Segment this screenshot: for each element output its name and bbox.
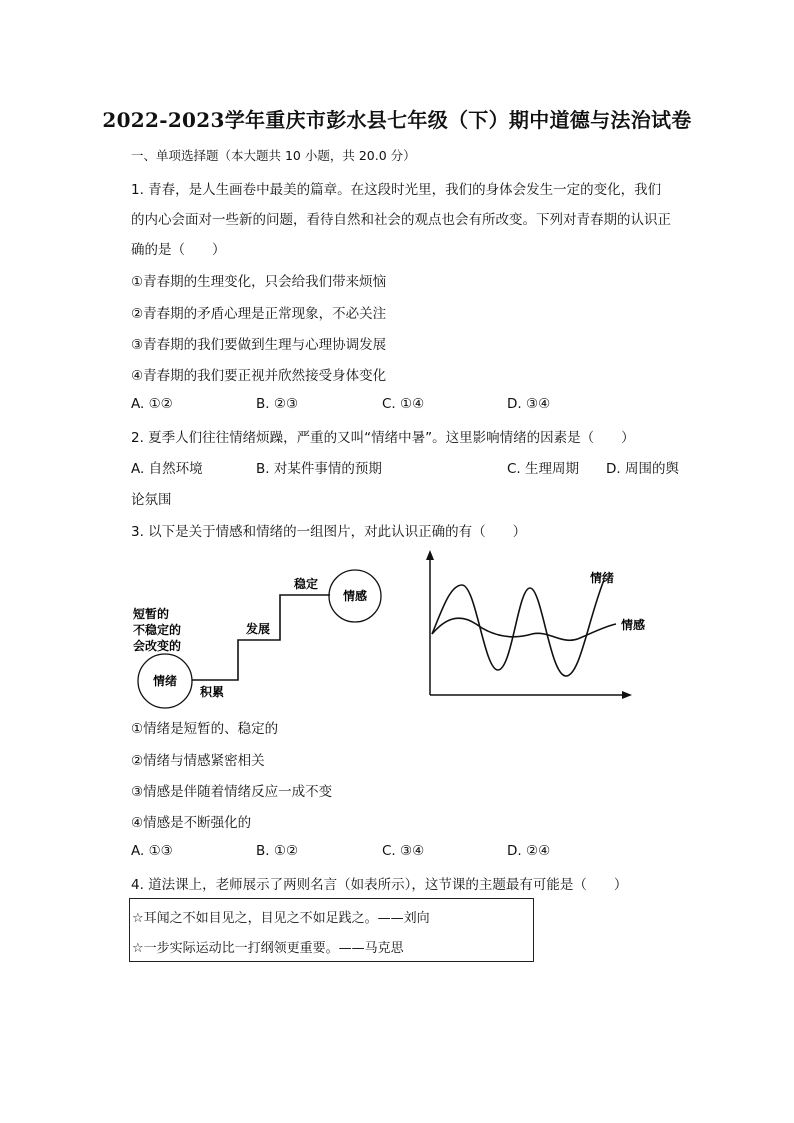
q3-option-c[interactable]: C. ③④ xyxy=(382,843,425,859)
q2-option-d[interactable]: D. 周围的舆 xyxy=(606,461,679,477)
step-stable-label: 稳定 xyxy=(294,577,319,591)
q2-stem: 2. 夏季人们往往情绪烦躁，严重的又叫“情绪中暑”。这里影响情绪的因素是（ ） xyxy=(131,430,635,446)
label-short: 短暂的 xyxy=(133,607,170,621)
staircase-line xyxy=(192,595,330,680)
q1-option-d[interactable]: D. ③④ xyxy=(507,396,551,412)
emotion-curve-label: 情绪 xyxy=(590,571,615,585)
q3-diagram xyxy=(128,560,398,710)
q3-statement-1: ①情绪是短暂的、稳定的 xyxy=(131,721,279,737)
q2-option-a[interactable]: A. 自然环境 xyxy=(131,461,203,477)
q1-option-c[interactable]: C. ①④ xyxy=(382,396,425,412)
emotion-circle-label: 情绪 xyxy=(152,674,178,688)
q3-option-b[interactable]: B. ①② xyxy=(256,843,299,859)
q3-statement-2: ②情绪与情感紧密相关 xyxy=(131,753,265,769)
q3-stem: 3. 以下是关于情感和情绪的一组图片，对此认识正确的有（ ） xyxy=(131,524,527,540)
feeling-curve-label: 情感 xyxy=(621,618,646,632)
q1-statement-3: ③青春期的我们要做到生理与心理协调发展 xyxy=(131,337,387,353)
exam-title: 2022-2023学年重庆市彭水县七年级（下）期中道德与法治试卷 xyxy=(102,108,692,132)
q1-option-b[interactable]: B. ②③ xyxy=(256,396,299,412)
q1-statement-2: ②青春期的矛盾心理是正常现象，不必关注 xyxy=(131,306,387,322)
q2-option-d-wrap: 论氛围 xyxy=(131,492,172,508)
step-accumulate-label: 积累 xyxy=(200,685,225,699)
label-unstable: 不稳定的 xyxy=(133,623,182,637)
q1-stem-line-3: 确的是（ ） xyxy=(131,242,226,258)
q2-option-b[interactable]: B. 对某件事情的预期 xyxy=(256,461,382,477)
q3-statement-3: ③情感是伴随着情绪反应一成不变 xyxy=(131,784,333,800)
feeling-circle-label: 情感 xyxy=(342,589,368,603)
step-develop-label: 发展 xyxy=(246,622,271,636)
emotion-curve xyxy=(432,580,604,676)
q3-graph xyxy=(418,550,646,700)
q3-option-a[interactable]: A. ①③ xyxy=(131,843,173,859)
q1-option-a[interactable]: A. ①② xyxy=(131,396,173,412)
quote-2: ☆一步实际运动比一打纲领更重要。——马克思 xyxy=(132,941,404,956)
section-heading: 一、单项选择题（本大题共 10 小题，共 20.0 分） xyxy=(131,148,416,163)
q1-stem-line-1: 1. 青春，是人生画卷中最美的篇章。在这段时光里，我们的身体会发生一定的变化，我们 xyxy=(131,182,662,198)
x-axis-arrow xyxy=(622,691,632,699)
quote-table xyxy=(129,898,534,962)
q4-stem: 4. 道法课上，老师展示了两则名言（如表所示），这节课的主题最有可能是（ ） xyxy=(131,877,628,893)
q1-statement-1: ①青春期的生理变化，只会给我们带来烦恼 xyxy=(131,274,387,290)
q1-statement-4: ④青春期的我们要正视并欣然接受身体变化 xyxy=(131,368,387,384)
q2-option-c[interactable]: C. 生理周期 xyxy=(507,461,580,477)
q3-statement-4: ④情感是不断强化的 xyxy=(131,815,252,831)
q3-option-d[interactable]: D. ②④ xyxy=(507,843,551,859)
quote-1: ☆耳闻之不如目见之，目见之不如足践之。——刘向 xyxy=(132,911,430,926)
q1-stem-line-2: 的内心会面对一些新的问题，看待自然和社会的观点也会有所改变。下列对青春期的认识正 xyxy=(131,212,671,228)
y-axis-arrow xyxy=(426,550,434,560)
label-changeable: 会改变的 xyxy=(133,639,182,653)
